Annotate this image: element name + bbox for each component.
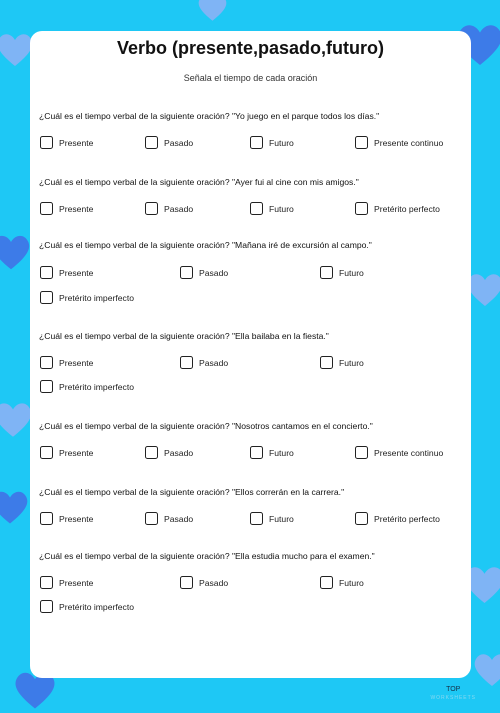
option-label: Presente continuo — [374, 137, 444, 148]
heart-icon — [0, 225, 32, 280]
option-checkbox[interactable] — [40, 600, 134, 613]
question-1-text: ¿Cuál es el tiempo verbal de la siguiente oración? "Yo juego en el parque todos los días." — [39, 111, 380, 121]
option-label: Presente — [59, 267, 94, 278]
option-label: Pretérito perfecto — [374, 513, 440, 524]
checkbox-icon[interactable] — [250, 512, 263, 525]
option-label: Pretérito perfecto — [374, 203, 440, 214]
option-checkbox[interactable] — [40, 136, 93, 149]
option-checkbox[interactable] — [145, 136, 193, 149]
checkbox-icon[interactable] — [180, 576, 193, 589]
option-label: Pasado — [199, 357, 229, 368]
checkbox-icon[interactable] — [180, 266, 193, 279]
option-checkbox[interactable] — [355, 202, 440, 215]
option-checkbox[interactable] — [40, 356, 93, 369]
option-checkbox[interactable] — [320, 266, 364, 279]
question-5-text: ¿Cuál es el tiempo verbal de la siguiente oración? "Nosotros cantamos en el concierto." — [39, 421, 373, 431]
checkbox-icon[interactable] — [40, 576, 53, 589]
option-label: Presente — [59, 577, 94, 588]
checkbox-icon[interactable] — [40, 446, 53, 459]
heart-icon — [472, 640, 500, 700]
checkbox-icon[interactable] — [40, 512, 53, 525]
option-label: Pasado — [164, 137, 194, 148]
heart-icon — [0, 385, 34, 455]
checkbox-icon[interactable] — [320, 576, 333, 589]
checkbox-icon[interactable] — [40, 136, 53, 149]
checkbox-icon[interactable] — [145, 202, 158, 215]
option-label: Pasado — [164, 447, 194, 458]
option-label: Presente — [59, 513, 94, 524]
worksheet-title: Verbo (presente,pasado,futuro) — [116, 38, 385, 58]
heart-icon — [0, 475, 30, 540]
option-checkbox[interactable] — [145, 202, 193, 215]
option-checkbox[interactable] — [355, 446, 443, 459]
option-checkbox[interactable] — [180, 266, 228, 279]
question-4-text: ¿Cuál es el tiempo verbal de la siguiente oración? "Ella bailaba en la fiesta." — [39, 331, 329, 341]
option-label: Presente — [59, 137, 94, 148]
option-label: Futuro — [339, 577, 364, 588]
option-label: Presente — [59, 357, 94, 368]
checkbox-icon[interactable] — [40, 600, 53, 613]
option-checkbox[interactable] — [145, 446, 193, 459]
heart-icon — [190, 0, 235, 24]
checkbox-icon[interactable] — [355, 446, 368, 459]
question-2-text: ¿Cuál es el tiempo verbal de la siguiente oración? "Ayer fui al cine con mis amigos." — [39, 177, 359, 187]
worksheet-instruction: Señala el tiempo de cada oración — [183, 73, 318, 83]
option-checkbox[interactable] — [180, 576, 228, 589]
question-7-text: ¿Cuál es el tiempo verbal de la siguiente oración? "Ella estudia mucho para el examen." — [39, 551, 375, 561]
option-label: Presente — [59, 447, 94, 458]
option-checkbox[interactable] — [250, 136, 294, 149]
option-checkbox[interactable] — [40, 576, 93, 589]
option-checkbox[interactable] — [40, 380, 134, 393]
checkbox-icon[interactable] — [145, 136, 158, 149]
option-label: Futuro — [339, 357, 364, 368]
checkbox-icon[interactable] — [145, 512, 158, 525]
checkbox-icon[interactable] — [40, 291, 53, 304]
option-checkbox[interactable] — [40, 512, 93, 525]
option-label: Futuro — [339, 267, 364, 278]
option-label: Pretérito imperfecto — [59, 381, 134, 392]
watermark-line1: TOP — [446, 686, 461, 693]
option-checkbox[interactable] — [180, 356, 228, 369]
watermark-line2: WORKSHEETS — [430, 695, 476, 701]
checkbox-icon[interactable] — [180, 356, 193, 369]
checkbox-icon[interactable] — [40, 356, 53, 369]
option-label: Pasado — [164, 203, 194, 214]
checkbox-icon[interactable] — [355, 512, 368, 525]
question-6-text: ¿Cuál es el tiempo verbal de la siguiente oración? "Ellos correrán en la carrera." — [39, 487, 345, 497]
checkbox-icon[interactable] — [320, 356, 333, 369]
checkbox-icon[interactable] — [250, 202, 263, 215]
option-checkbox[interactable] — [320, 356, 364, 369]
option-checkbox[interactable] — [145, 512, 193, 525]
option-label: Pretérito imperfecto — [59, 601, 134, 612]
option-checkbox[interactable] — [355, 512, 440, 525]
option-label: Pasado — [199, 577, 229, 588]
option-checkbox[interactable] — [40, 202, 93, 215]
option-checkbox[interactable] — [40, 291, 134, 304]
checkbox-icon[interactable] — [355, 202, 368, 215]
option-checkbox[interactable] — [250, 512, 294, 525]
option-checkbox[interactable] — [250, 202, 294, 215]
option-label: Futuro — [269, 513, 294, 524]
checkbox-icon[interactable] — [250, 136, 263, 149]
option-checkbox[interactable] — [320, 576, 364, 589]
option-checkbox[interactable] — [40, 446, 93, 459]
option-checkbox[interactable] — [355, 136, 443, 149]
option-checkbox[interactable] — [40, 266, 93, 279]
option-label: Futuro — [269, 447, 294, 458]
option-label: Presente — [59, 203, 94, 214]
checkbox-icon[interactable] — [40, 380, 53, 393]
watermark-logo — [430, 686, 476, 702]
checkbox-icon[interactable] — [355, 136, 368, 149]
checkbox-icon[interactable] — [145, 446, 158, 459]
option-label: Pasado — [164, 513, 194, 524]
checkbox-icon[interactable] — [40, 202, 53, 215]
option-checkbox[interactable] — [250, 446, 294, 459]
option-label: Futuro — [269, 137, 294, 148]
checkbox-icon[interactable] — [250, 446, 263, 459]
option-label: Pasado — [199, 267, 229, 278]
option-label: Futuro — [269, 203, 294, 214]
option-label: Presente continuo — [374, 447, 444, 458]
question-3-text: ¿Cuál es el tiempo verbal de la siguiente oración? "Mañana iré de excursión al campo." — [39, 240, 372, 250]
option-label: Pretérito imperfecto — [59, 292, 134, 303]
worksheet-card — [30, 31, 471, 678]
checkbox-icon[interactable] — [40, 266, 53, 279]
checkbox-icon[interactable] — [320, 266, 333, 279]
